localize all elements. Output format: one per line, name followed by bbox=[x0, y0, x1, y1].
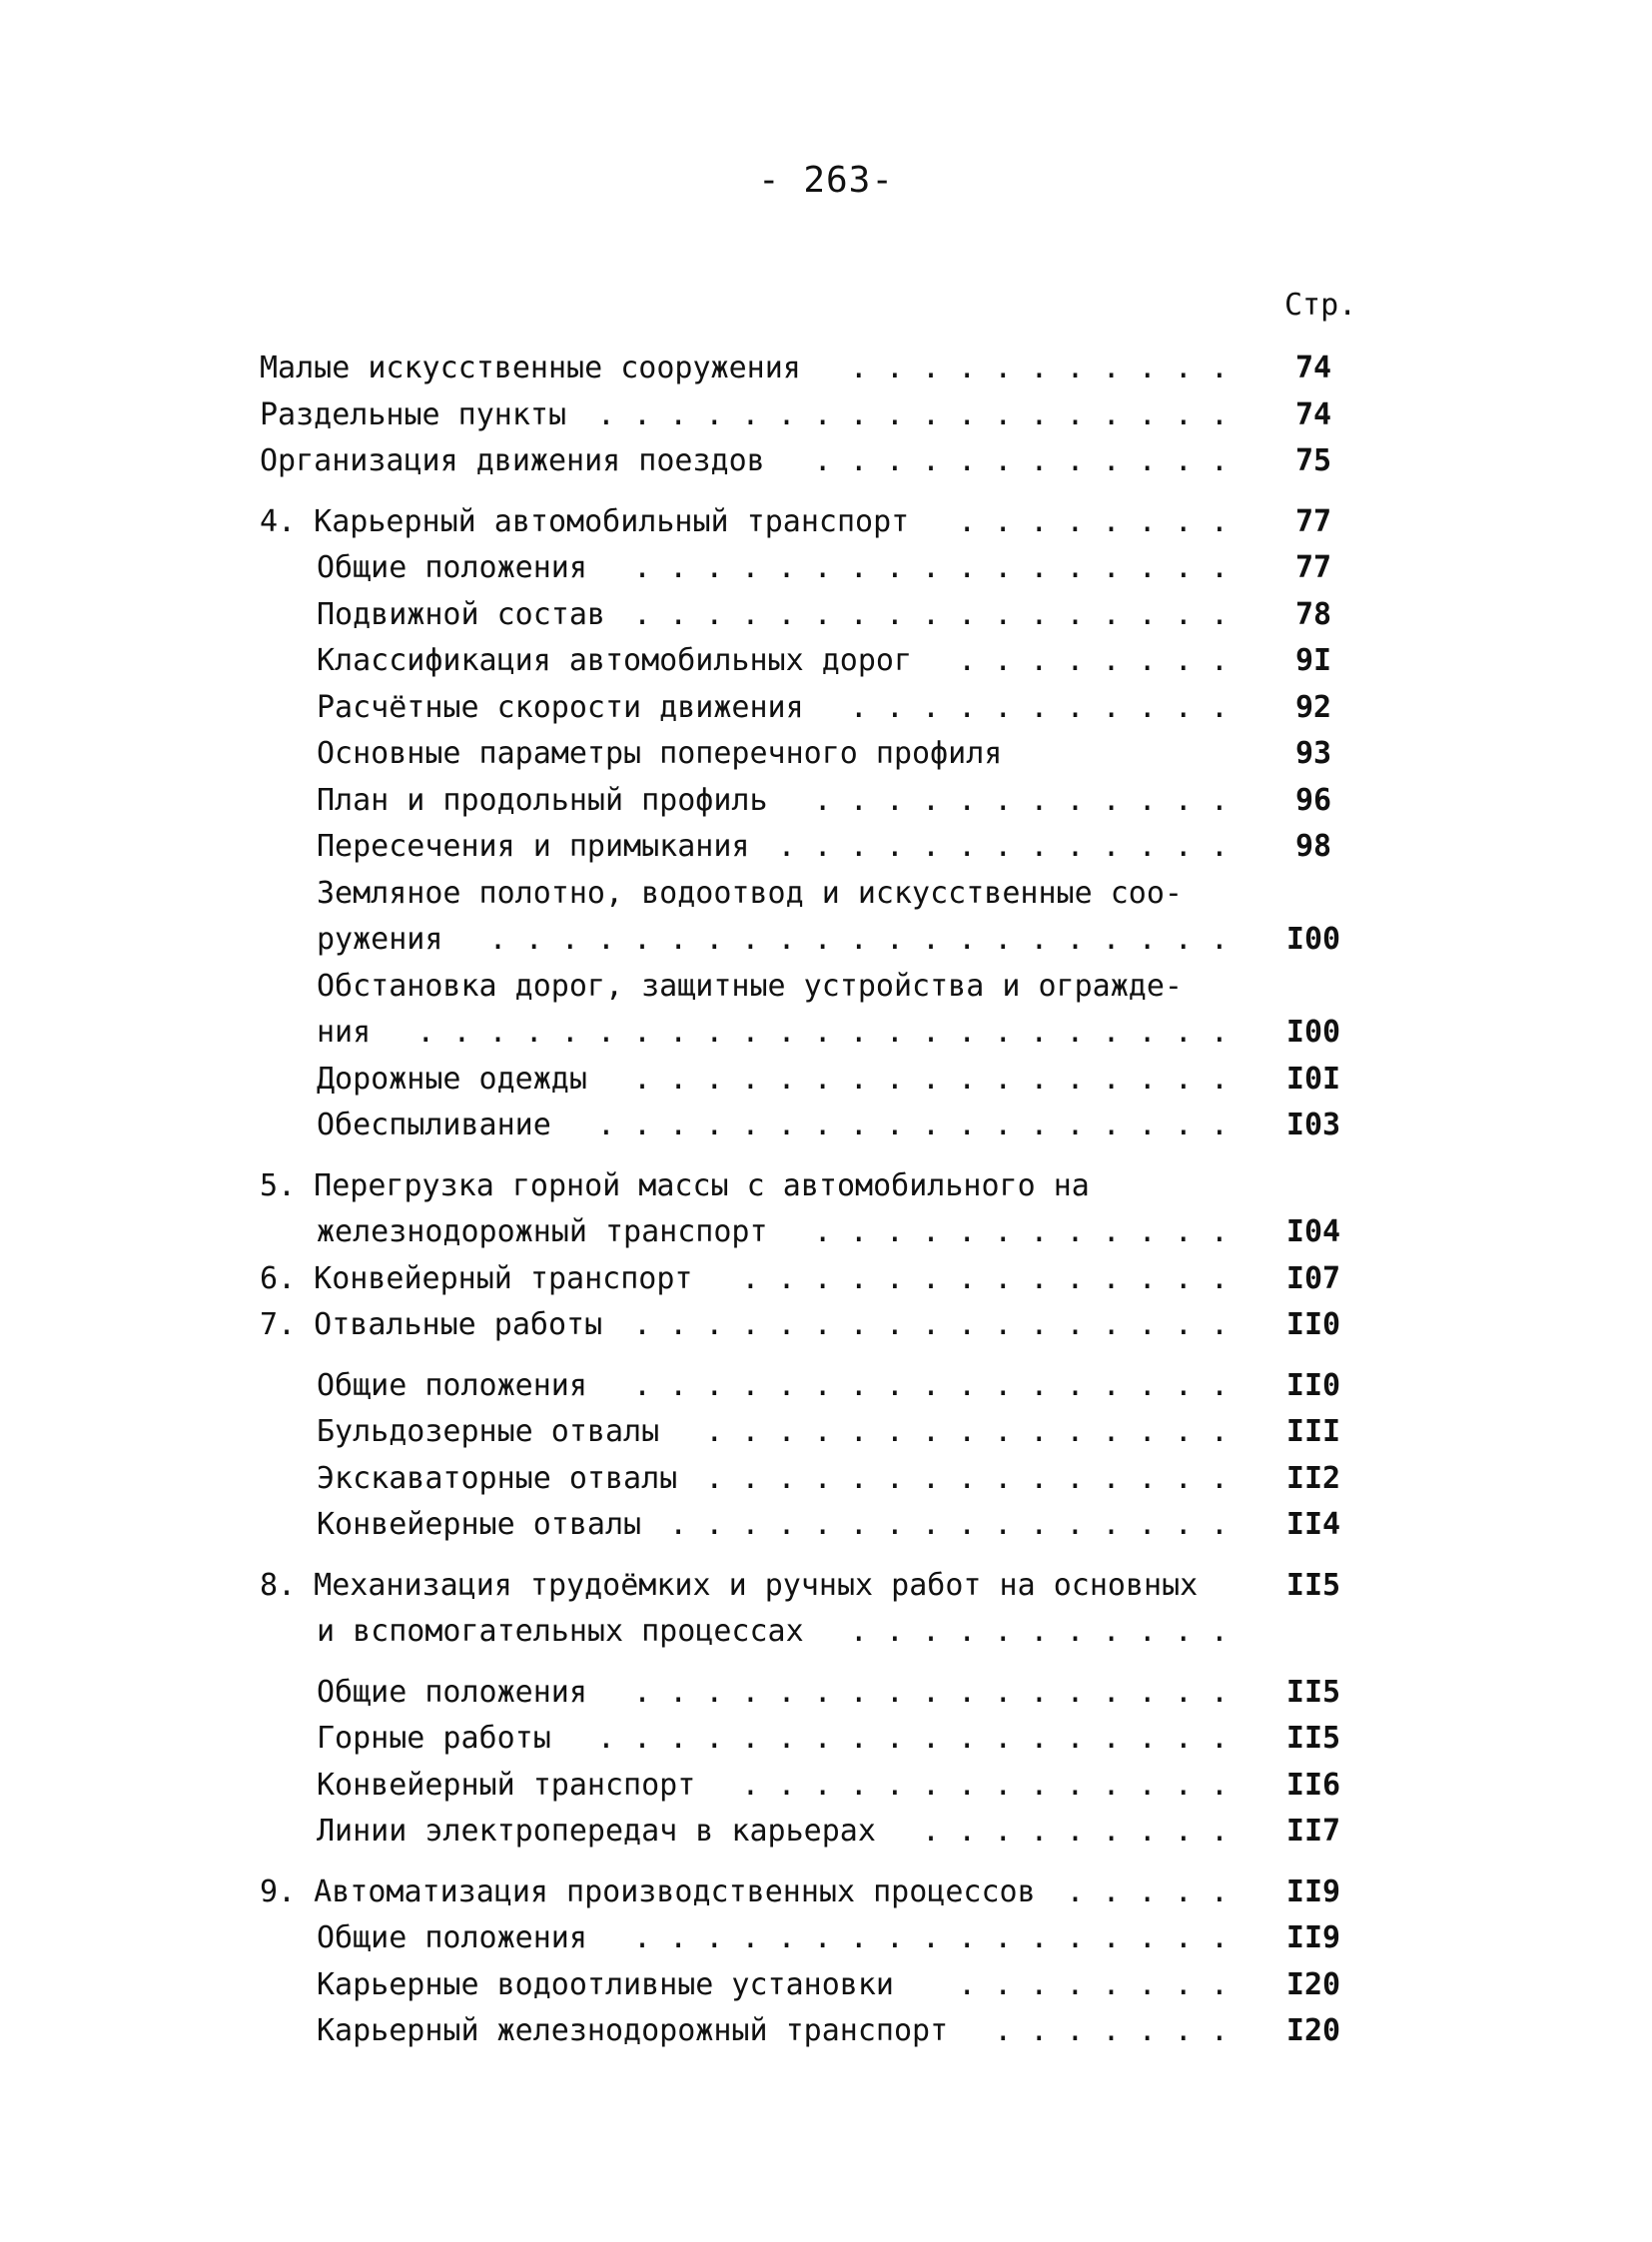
toc-entry-title: Карьерные водоотливные установки bbox=[317, 1966, 894, 2002]
toc-entry-page: I00 bbox=[1285, 1015, 1341, 1050]
toc-entry-title: Пересечения и примыкания bbox=[317, 829, 750, 864]
toc-entry-title: Линии электропередач в карьерах bbox=[317, 1814, 876, 1849]
toc-entry-page: 96 bbox=[1294, 782, 1332, 818]
toc-entry bbox=[260, 778, 1368, 825]
toc-entry bbox=[260, 1962, 1368, 2009]
toc-entry bbox=[260, 1502, 1368, 1549]
toc-entry-title: Конвейерные отвалы bbox=[317, 1507, 642, 1542]
toc-entry bbox=[260, 824, 1368, 871]
toc-leader-dots: . . . . . . . . . . . bbox=[849, 351, 1229, 385]
toc-leader-dots: . . . . . . . . . . . . . . . bbox=[705, 1414, 1229, 1449]
toc-entry bbox=[260, 1763, 1368, 1810]
toc-entry-title: Организация движения поездов bbox=[260, 443, 765, 478]
toc-leader-dots: . . . . . . . bbox=[994, 2013, 1229, 2048]
toc-entry-title: Общие положения bbox=[317, 1920, 587, 1955]
toc-entry bbox=[260, 1563, 1368, 1610]
toc-entry-page: I03 bbox=[1285, 1108, 1341, 1142]
toc-leader-dots: . . . . . . . . . . . . . . bbox=[741, 1767, 1229, 1803]
toc-entry-page: I20 bbox=[1285, 2013, 1341, 2048]
toc-entry-page: II5 bbox=[1285, 1721, 1341, 1756]
toc-entry-title: Общие положения bbox=[317, 1674, 587, 1710]
toc-entry-title: 7. Отвальные работы bbox=[260, 1307, 603, 1342]
toc-entry bbox=[260, 917, 1368, 964]
toc-entry-title: Горные работы bbox=[317, 1721, 551, 1756]
toc-leader-dots: . . . . . . . . . . . . . . . . bbox=[669, 1507, 1229, 1542]
toc-leader-dots: . . . . . . . . . . . . . . . . . bbox=[632, 1674, 1229, 1710]
toc-entry-page: I07 bbox=[1285, 1260, 1341, 1296]
toc-entry-page: II0 bbox=[1285, 1367, 1341, 1403]
toc-entry-page: 77 bbox=[1294, 503, 1332, 539]
toc-entry-page: 92 bbox=[1294, 689, 1332, 725]
toc-entry-page: I00 bbox=[1285, 922, 1341, 957]
toc-entry bbox=[260, 1363, 1368, 1410]
toc-entry-title: 4. Карьерный автомобильный транспорт bbox=[260, 503, 910, 539]
toc-entry bbox=[260, 638, 1368, 685]
toc-entry-title: 5. Перегрузка горной массы с автомобильного на bbox=[260, 1167, 1090, 1203]
toc-entry-page: 75 bbox=[1294, 443, 1332, 478]
toc-entry-title: Расчётные скорости движения bbox=[317, 689, 804, 725]
toc-entry bbox=[260, 499, 1368, 546]
toc-entry bbox=[260, 1670, 1368, 1717]
toc-entry-page: II9 bbox=[1285, 1873, 1341, 1909]
toc-leader-dots: . . . . . . . . . . . . . . . . . . . . . bbox=[488, 922, 1229, 957]
toc-entry-title: Обстановка дорог, защитные устройства и огражде- bbox=[317, 968, 1183, 1004]
toc-entry-page: 74 bbox=[1294, 351, 1332, 385]
toc-entry-title: Подвижной состав bbox=[317, 596, 605, 632]
toc-entry-title: Общие положения bbox=[317, 550, 587, 585]
toc-entry-page: III bbox=[1285, 1414, 1341, 1449]
toc-entry-page: I0I bbox=[1285, 1061, 1341, 1097]
toc-entry bbox=[260, 1302, 1368, 1349]
toc-leader-dots: . . . . . . . . . . . . . . . . . . bbox=[596, 1108, 1229, 1142]
toc-leader-dots: . . . . . bbox=[1066, 1873, 1229, 1909]
toc-entry bbox=[260, 2008, 1368, 2055]
toc-leader-dots: . . . . . . . . . . . . . . . bbox=[705, 1460, 1229, 1496]
toc-entry-title: Общие положения bbox=[317, 1367, 587, 1403]
toc-leader-dots: . . . . . . . . . . . . bbox=[813, 1214, 1229, 1249]
toc-leader-dots: . . . . . . . . . . . . . . . . . bbox=[632, 1307, 1229, 1342]
toc-entry-title: 8. Механизация трудоёмких и ручных работ на основных bbox=[260, 1567, 1199, 1603]
toc-entry-page: 98 bbox=[1294, 829, 1332, 864]
toc-leader-dots: . . . . . . . . . . . . . . . . . . . . . . . bbox=[416, 1015, 1229, 1050]
toc-entry-page: 77 bbox=[1294, 550, 1332, 585]
toc-leader-dots: . . . . . . . . . . . . . . . . . bbox=[632, 550, 1229, 585]
toc-leader-dots: . . . . . . . . . . . . . . . . . bbox=[632, 596, 1229, 632]
toc-entry-title: Классификация автомобильных дорог bbox=[317, 643, 913, 678]
toc-entry bbox=[260, 1057, 1368, 1104]
toc-entry bbox=[260, 1609, 1368, 1656]
toc-leader-dots: . . . . . . . . bbox=[958, 643, 1229, 678]
toc-entry bbox=[260, 592, 1368, 639]
toc-leader-dots: . . . . . . . . . . . bbox=[849, 689, 1229, 725]
toc-entry-page: II2 bbox=[1285, 1460, 1341, 1496]
toc-entry bbox=[260, 392, 1368, 439]
toc-entry-page: 93 bbox=[1294, 736, 1332, 771]
toc-entry-title: Раздельные пункты bbox=[260, 396, 567, 432]
toc-entry bbox=[260, 438, 1368, 485]
toc-entry-title: ружения bbox=[317, 922, 443, 957]
toc-entry-page: II5 bbox=[1285, 1567, 1341, 1603]
toc-entry-title: Бульдозерные отвалы bbox=[317, 1414, 660, 1449]
toc-entry-page: II5 bbox=[1285, 1674, 1341, 1710]
toc-entry bbox=[260, 1869, 1368, 1916]
toc-entry-page: I04 bbox=[1285, 1214, 1341, 1249]
toc-entry-title: План и продольный профиль bbox=[317, 782, 768, 818]
toc-entry bbox=[260, 1256, 1368, 1303]
toc-entry bbox=[260, 1716, 1368, 1763]
toc-entry bbox=[260, 1809, 1368, 1856]
toc-leader-dots: . . . . . . . . . bbox=[921, 1814, 1229, 1849]
toc-entry-title: железнодорожный транспорт bbox=[317, 1214, 768, 1249]
toc-leader-dots: . . . . . . . . . . . . . . . . . bbox=[632, 1920, 1229, 1955]
page-column-header: Стр. bbox=[1284, 288, 1357, 323]
page-number: - 263- bbox=[757, 160, 895, 201]
toc-entry-title: 6. Конвейерный транспорт bbox=[260, 1260, 693, 1296]
toc-leader-dots: . . . . . . . . . . . . . . . . . . bbox=[596, 1721, 1229, 1756]
toc-entry bbox=[260, 685, 1368, 732]
toc-leader-dots: . . . . . . . . bbox=[958, 1966, 1229, 2002]
toc-entry-page: 74 bbox=[1294, 396, 1332, 432]
toc-entry-page: 9I bbox=[1294, 643, 1332, 678]
toc-entry bbox=[260, 1456, 1368, 1503]
toc-entry-title: Малые искусственные сооружения bbox=[260, 351, 801, 385]
toc-entry-title: Обеспыливание bbox=[317, 1108, 551, 1142]
toc-leader-dots: . . . . . . . . . . . . . bbox=[777, 829, 1229, 864]
toc-entry-page: II4 bbox=[1285, 1507, 1341, 1542]
toc-leader-dots: . . . . . . . . bbox=[958, 503, 1229, 539]
toc-entry-page: 78 bbox=[1294, 596, 1332, 632]
toc-leader-dots: . . . . . . . . . . . . bbox=[813, 443, 1229, 478]
toc-entry-title: 9. Автоматизация производственных процессов bbox=[260, 1873, 1036, 1909]
toc-entry bbox=[260, 964, 1368, 1011]
table-of-contents bbox=[260, 346, 1368, 2055]
toc-entry bbox=[260, 871, 1368, 918]
toc-leader-dots: . . . . . . . . . . . . . . . . . bbox=[632, 1061, 1229, 1097]
toc-entry-title: Карьерный железнодорожный транспорт bbox=[317, 2013, 949, 2048]
toc-entry-page: I20 bbox=[1285, 1966, 1341, 2002]
toc-entry bbox=[260, 545, 1368, 592]
toc-entry-title: и вспомогательных процессах bbox=[317, 1614, 804, 1649]
toc-leader-dots: . . . . . . . . . . . . . . . . . . bbox=[596, 396, 1229, 432]
toc-entry bbox=[260, 1010, 1368, 1057]
toc-entry bbox=[260, 346, 1368, 392]
toc-entry bbox=[260, 1915, 1368, 1962]
toc-entry bbox=[260, 1209, 1368, 1256]
toc-leader-dots: . . . . . . . . . . . . . . bbox=[741, 1260, 1229, 1296]
toc-entry-page: II9 bbox=[1285, 1920, 1341, 1955]
toc-leader-dots: . . . . . . . . . . . . . . . . . bbox=[632, 1367, 1229, 1403]
toc-entry-title: Основные параметры поперечного профиля bbox=[317, 736, 1003, 771]
toc-entry bbox=[260, 1409, 1368, 1456]
toc-entry-page: II7 bbox=[1285, 1814, 1341, 1849]
toc-entry-title: Дорожные одежды bbox=[317, 1061, 587, 1097]
toc-entry bbox=[260, 731, 1368, 778]
toc-entry-title: Земляное полотно, водоотвод и искусственные соо- bbox=[317, 875, 1183, 911]
toc-entry bbox=[260, 1163, 1368, 1210]
toc-entry bbox=[260, 1103, 1368, 1149]
toc-leader-dots: . . . . . . . . . . . bbox=[849, 1614, 1229, 1649]
toc-leader-dots: . . . . . . . . . . . . bbox=[813, 782, 1229, 818]
toc-entry-page: II6 bbox=[1285, 1767, 1341, 1803]
toc-entry-page: II0 bbox=[1285, 1307, 1341, 1342]
toc-entry-title: ния bbox=[317, 1015, 372, 1050]
toc-entry-title: Экскаваторные отвалы bbox=[317, 1460, 678, 1496]
toc-entry-title: Конвейерный транспорт bbox=[317, 1767, 696, 1803]
